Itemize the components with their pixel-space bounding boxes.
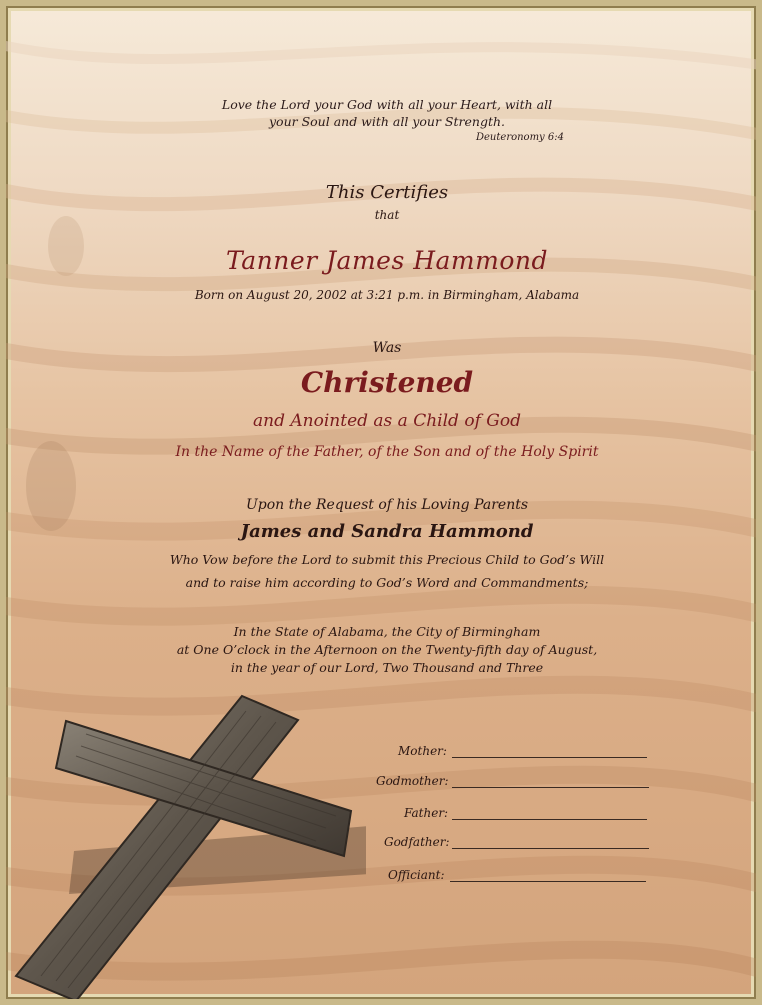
request-line: Upon the Request of his Loving Parents [245, 497, 529, 513]
certifies-heading: This Certifies [325, 182, 449, 203]
godfather-signature-line [452, 848, 649, 849]
father-signature-line [452, 819, 647, 820]
verse-line-1: Love the Lord your God with all your Heart, with all [221, 97, 553, 112]
christened-heading: Christened [300, 366, 474, 399]
anointed-line: and Anointed as a Child of God [253, 411, 521, 431]
born-line: Born on August 20, 2002 at 3:21 p.m. in Birmingham, Alabama [194, 288, 580, 302]
officiant-signature-line [450, 881, 646, 882]
mother-signature-line [452, 757, 647, 758]
vow-line-2: and to raise him according to God’s Word and Commandments; [185, 575, 589, 590]
place-line-2: at One O’clock in the Afternoon on the Twenty-fifth day of August, [176, 642, 598, 657]
godfather-label: Godfather: [384, 835, 450, 849]
officiant-label: Officiant: [388, 868, 445, 882]
parents-names: James and Sandra Hammond [240, 521, 534, 542]
godmother-label: Godmother: [376, 774, 449, 788]
verse-line-2: your Soul and with all your Strength. [269, 114, 505, 129]
verse-reference: Deuteronomy 6:4 [476, 132, 564, 143]
place-line-1: In the State of Alabama, the City of Birmingham [233, 624, 541, 639]
mother-label: Mother: [398, 744, 447, 758]
vow-line-1: Who Vow before the Lord to submit this Precious Child to God’s Will [169, 552, 605, 567]
was-text: Was [372, 340, 402, 356]
that-text: that [374, 208, 400, 222]
trinity-line: In the Name of the Father, of the Son and of the Holy Spirit [175, 444, 599, 460]
father-label: Father: [404, 806, 449, 820]
child-name: Tanner James Hammond [225, 246, 548, 275]
wooden-cross-icon [6, 676, 366, 1005]
godmother-signature-line [452, 787, 649, 788]
place-line-3: in the year of our Lord, Two Thousand and Three [230, 660, 544, 675]
